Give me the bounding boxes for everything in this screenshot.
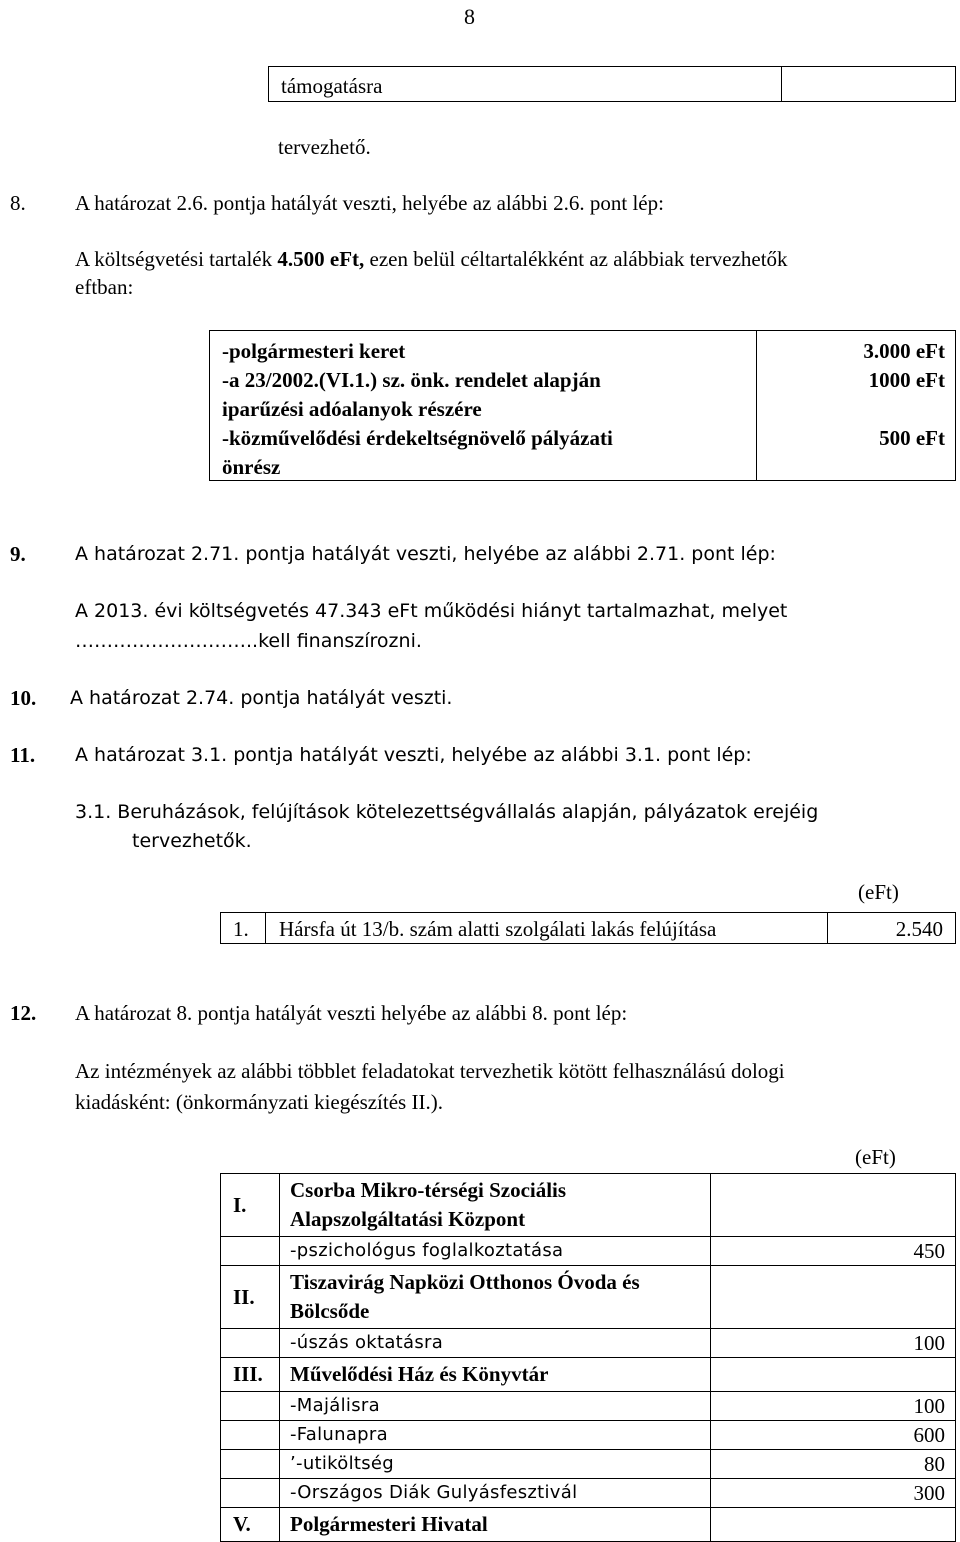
item-value: 80: [711, 1450, 956, 1479]
group-roman-numeral: III.: [221, 1358, 280, 1392]
item-value: 100: [711, 1329, 956, 1358]
section-11-body-line1: 3.1. Beruházások, felújítások kötelezettségvállalás alapján, pályázatok erejéig: [75, 801, 819, 823]
renovation-row-value: 2.540: [895, 917, 943, 941]
group-name: [280, 1266, 711, 1329]
item-label: ’-utiköltség: [280, 1450, 711, 1479]
institutions-unit-label: (eFt): [855, 1145, 896, 1169]
reserve-value: 3.000 eFt: [863, 339, 945, 363]
reserve-items-column: [222, 337, 613, 482]
section-8-number: 8.: [10, 191, 26, 215]
section-8-paragraph-line2: eftban:: [75, 275, 134, 299]
group-roman-numeral: V.: [221, 1508, 280, 1542]
reserve-value: 500 eFt: [879, 426, 945, 450]
table-row: [221, 1329, 956, 1358]
reserve-allocation-table: [209, 330, 956, 481]
item-label: -Országos Diák Gulyásfesztivál: [280, 1479, 711, 1508]
reserve-item: iparűzési adóalanyok részére: [222, 397, 482, 421]
table-divider: [265, 913, 266, 943]
item-label: -pszichológus foglalkoztatása: [280, 1237, 711, 1266]
table-divider: [756, 331, 757, 480]
group-roman-numeral: I.: [221, 1174, 280, 1237]
item-value: 600: [711, 1421, 956, 1450]
item-value: 450: [711, 1237, 956, 1266]
group-value: [711, 1174, 956, 1237]
support-row-table: [268, 66, 956, 102]
group-value: [711, 1508, 956, 1542]
reserve-item: -polgármesteri keret: [222, 339, 406, 363]
section-8-paragraph: [75, 247, 788, 272]
group-value: [711, 1266, 956, 1329]
table-row: [221, 1392, 956, 1421]
table-row: [221, 1237, 956, 1266]
reserve-item: -közművelődési érdekeltségnövelő pályázati: [222, 426, 613, 450]
table-row: [221, 1450, 956, 1479]
table-row: [221, 1421, 956, 1450]
section-9-body-line2: ………………………..kell finanszírozni.: [75, 630, 422, 652]
section-12-body-line1: Az intézmények az alábbi többlet feladatokat tervezhetik kötött felhasználású dologi: [75, 1059, 785, 1083]
section-9-number: 9.: [10, 542, 26, 566]
item-label: -Majálisra: [280, 1392, 711, 1421]
table-row: [221, 1358, 956, 1392]
section-9-heading: A határozat 2.71. pontja hatályát veszti, helyébe az alábbi 2.71. pont lép:: [75, 543, 776, 565]
item-label: -úszás oktatásra: [280, 1329, 711, 1358]
reserve-item: önrész: [222, 455, 281, 479]
table-row: [221, 1266, 956, 1329]
empty-cell: [221, 1421, 280, 1450]
reserve-value: [863, 453, 945, 482]
table-row: [221, 1508, 956, 1542]
reserve-intro-rest: ezen belül céltartalékként az alábbiak tervezhetők: [364, 247, 788, 271]
renovation-row-text: Hársfa út 13/b. szám alatti szolgálati lakás felújítása: [279, 917, 717, 941]
harsfa-unit-label: (eFt): [858, 880, 899, 904]
institutions-table: [220, 1173, 956, 1542]
item-value: 300: [711, 1479, 956, 1508]
table-row: [221, 1479, 956, 1508]
group-name: Művelődési Ház és Könyvtár: [280, 1358, 711, 1392]
reserve-intro-text: A költségvetési tartalék: [75, 247, 278, 271]
item-value: 100: [711, 1392, 956, 1421]
group-name-line: Csorba Mikro-térségi Szociális: [290, 1178, 567, 1202]
empty-cell: [221, 1450, 280, 1479]
reserve-amount: 4.500 eFt,: [277, 247, 365, 271]
item-label: -Falunapra: [280, 1421, 711, 1450]
group-name-line: Alapszolgáltatási Központ: [290, 1207, 526, 1231]
section-12-number: 12.: [10, 1001, 37, 1025]
group-name: Polgármesteri Hivatal: [280, 1508, 711, 1542]
plannable-text: tervezhető.: [278, 135, 371, 159]
group-value: [711, 1358, 956, 1392]
support-cell-label: támogatásra: [281, 74, 383, 98]
section-11-body-line2: tervezhetők.: [132, 830, 252, 852]
reserve-value: 1000 eFt: [868, 368, 945, 392]
section-10-number: 10.: [10, 686, 37, 710]
section-11-number: 11.: [10, 743, 36, 767]
reserve-value: [863, 395, 945, 424]
section-9-body-line1: A 2013. évi költségvetés 47.343 eFt működési hiányt tartalmazhat, melyet: [75, 600, 788, 622]
empty-cell: [221, 1479, 280, 1508]
empty-cell: [221, 1392, 280, 1421]
group-name-line: Tiszavirág Napközi Otthonos Óvoda és: [290, 1270, 640, 1294]
renovation-table: [220, 912, 956, 944]
section-10-heading: A határozat 2.74. pontja hatályát veszti.: [70, 687, 453, 709]
table-divider: [827, 913, 828, 943]
table-row: [221, 1174, 956, 1237]
empty-cell: [221, 1237, 280, 1266]
empty-cell: [221, 1329, 280, 1358]
section-8-heading: A határozat 2.6. pontja hatályát veszti, helyébe az alábbi 2.6. pont lép:: [75, 191, 664, 215]
reserve-values-column: [863, 337, 945, 482]
section-11-heading: A határozat 3.1. pontja hatályát veszti, helyébe az alábbi 3.1. pont lép:: [75, 744, 752, 766]
table-divider: [781, 67, 782, 101]
group-name-line: Bölcsőde: [290, 1299, 370, 1323]
section-12-heading: A határozat 8. pontja hatályát veszti helyébe az alábbi 8. pont lép:: [75, 1001, 628, 1025]
section-12-body-line2: kiadásként: (önkormányzati kiegészítés II.).: [75, 1090, 443, 1114]
renovation-row-number: 1.: [233, 917, 249, 941]
group-roman-numeral: II.: [221, 1266, 280, 1329]
group-name: [280, 1174, 711, 1237]
page-number: 8: [464, 4, 475, 29]
reserve-item: -a 23/2002.(VI.1.) sz. önk. rendelet alapján: [222, 368, 601, 392]
